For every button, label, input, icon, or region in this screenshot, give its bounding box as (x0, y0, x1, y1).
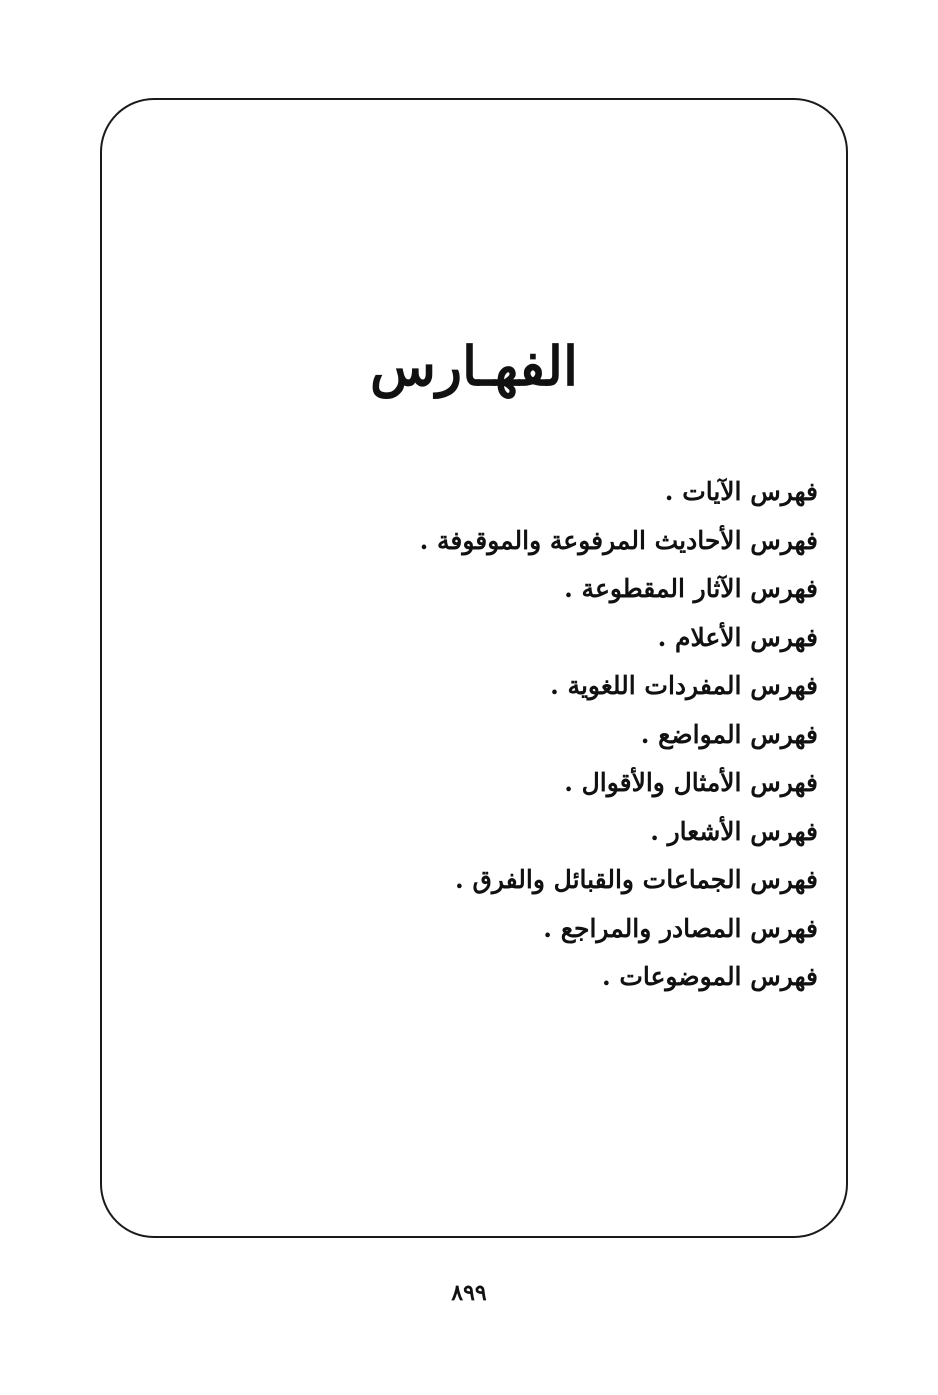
list-item: فهرس الأعلام . (657, 622, 818, 652)
list-item: فهرس المفردات اللغوية . (550, 671, 818, 700)
list-item: فهرس الآيات . (664, 477, 818, 506)
list-item: فهرس الأشعار . (650, 816, 818, 846)
page-title: الفهـارس (370, 334, 578, 398)
page-number: ٨٩٩ (451, 1280, 487, 1306)
list-item: فهرس الأمثال والأقوال . (564, 768, 818, 797)
list-item: فهرس الأحاديث المرفوعة والموقوفة . (419, 525, 818, 555)
list-item: فهرس المصادر والمراجع . (543, 913, 818, 943)
list-item: فهرس المواضع . (640, 719, 818, 749)
list-item: فهرس الآثار المقطوعة . (564, 574, 818, 603)
list-item: فهرس الموضوعات . (601, 962, 818, 991)
indexes-list (420, 468, 818, 1002)
list-item: فهرس الجماعات والقبائل والفرق . (455, 865, 818, 894)
